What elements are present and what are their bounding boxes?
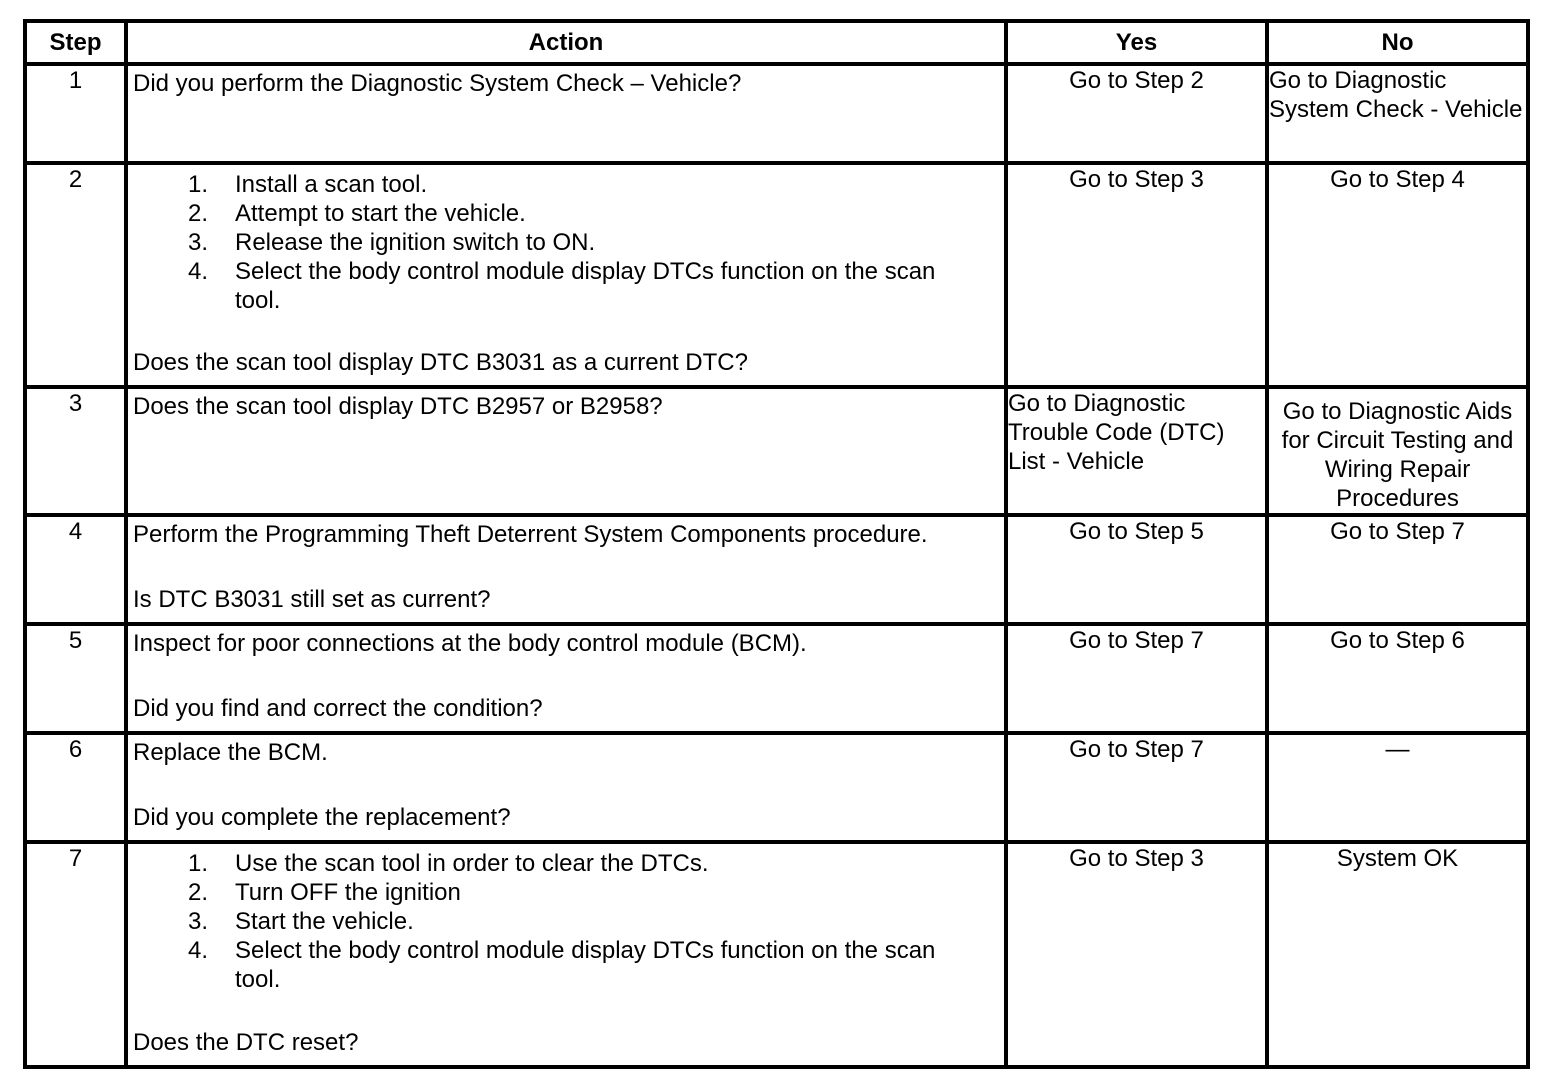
no-cell: System OK [1267,842,1528,1067]
action-text: Does the scan tool display DTC B2957 or B2958? [133,393,663,420]
yes-cell: Go to Step 2 [1006,64,1267,163]
action-cell [126,733,1006,842]
step-number: 3 [25,387,126,515]
action-cell [126,387,1006,515]
header-action: Action [126,21,1006,64]
yes-cell: Go to Step 5 [1006,515,1267,624]
step-number: 1 [25,64,126,163]
list-item: 3. Release the ignition switch to ON. [187,229,596,256]
list-item: 2. Turn OFF the ignition [187,879,461,906]
header-yes: Yes [1006,21,1267,64]
action-cell [126,64,1006,163]
question-text: Does the scan tool display DTC B3031 as a current DTC? [133,349,748,376]
action-cell [126,624,1006,733]
action-text: Did you perform the Diagnostic System Check – Vehicle? [133,70,742,97]
step-number: 5 [25,624,126,733]
question-text: Did you find and correct the condition? [133,695,543,722]
yes-cell: Go to Step 3 [1006,163,1267,387]
step-number: 4 [25,515,126,624]
action-text: Perform the Programming Theft Deterrent System Components procedure. [133,521,928,548]
no-cell: — [1267,733,1528,842]
header-row [25,21,1528,64]
list-item: 1. Use the scan tool in order to clear the DTCs. [187,850,709,877]
table-row [25,163,1528,387]
table-row [25,733,1528,842]
diagnostic-table [23,19,1530,1069]
no-cell: Go to Diagnostic System Check - Vehicle [1267,64,1528,163]
no-cell: Go to Step 7 [1267,515,1528,624]
action-cell [126,515,1006,624]
action-cell [126,163,1006,387]
table-row [25,624,1528,733]
no-cell: Go to Step 6 [1267,624,1528,733]
table-row [25,64,1528,163]
no-cell: Go to Diagnostic Aids for Circuit Testing and Wiring Repair Procedures [1267,387,1528,515]
yes-cell: Go to Step 7 [1006,733,1267,842]
table-row [25,387,1528,515]
table-row [25,842,1528,1067]
list-item: 3. Start the vehicle. [187,908,414,935]
procedure-list [128,849,1004,994]
list-item: 1. Install a scan tool. [187,171,428,198]
header-step: Step [25,21,126,64]
procedure-list [128,170,1004,315]
question-text: Does the DTC reset? [133,1029,359,1056]
step-number: 6 [25,733,126,842]
question-text: Is DTC B3031 still set as current? [133,586,491,613]
step-number: 2 [25,163,126,387]
list-item: 2. Attempt to start the vehicle. [187,200,526,227]
action-cell [126,842,1006,1067]
yes-cell: Go to Diagnostic Trouble Code (DTC) List - Vehicle [1006,387,1267,515]
list-item: 4. Select the body control module display DTCs function on the scan tool. [187,258,936,314]
action-text: Inspect for poor connections at the body control module (BCM). [133,630,807,657]
step-number: 7 [25,842,126,1067]
question-text: Did you complete the replacement? [133,804,511,831]
table-row [25,515,1528,624]
list-item: 4. Select the body control module display DTCs function on the scan tool. [187,937,936,993]
action-text: Replace the BCM. [133,739,328,766]
header-no: No [1267,21,1528,64]
no-cell: Go to Step 4 [1267,163,1528,387]
yes-cell: Go to Step 3 [1006,842,1267,1067]
yes-cell: Go to Step 7 [1006,624,1267,733]
